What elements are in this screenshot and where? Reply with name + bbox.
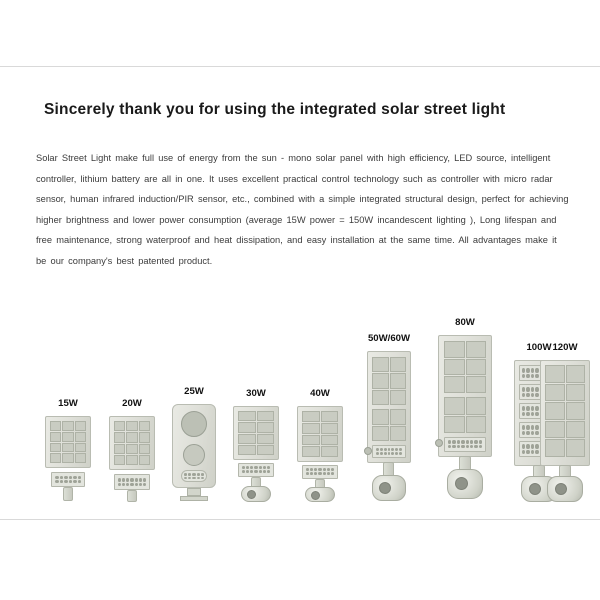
lamp-graphic-80w xyxy=(436,335,494,501)
product-label: 50W/60W xyxy=(367,333,411,344)
product-label: 40W xyxy=(310,388,330,399)
product-label: 80W xyxy=(455,317,475,328)
product-lineup xyxy=(28,288,580,503)
product-25w xyxy=(166,378,222,503)
body-paragraph: Solar Street Light make full use of energy from the sun - mono solar panel with high efficiency, LED source, intelligent controller, lithium battery are all in one. It uses excellent practical control technology such as controller with micro radar sensor, human infrared induction/PIR sensor, etc., combined with a simple integrated structural design, perfect for achieving higher brightness and lower power consumption (average 15W power = 150W incandescent lighting ), Long lifespan and free maintenance, strong waterproof and heat dissipation, and easy installation at the same time. All advantages make it be our company's best patented product. xyxy=(36,153,569,266)
page-title: Sincerely thank you for using the integrated solar street light xyxy=(44,101,506,118)
product-label: 20W xyxy=(122,398,142,409)
product-50w-60w xyxy=(354,323,424,503)
product-label: 15W xyxy=(58,398,78,409)
divider-bottom xyxy=(0,519,600,520)
product-label: 25W xyxy=(184,386,204,397)
product-30w xyxy=(226,378,286,503)
product-label: 120W xyxy=(552,342,578,353)
product-15w xyxy=(40,398,96,503)
lamp-graphic-120w xyxy=(538,360,592,502)
lamp-graphic-50w60w xyxy=(365,351,413,501)
product-120w-block xyxy=(534,338,596,503)
lamp-graphic-40w xyxy=(294,406,346,502)
product-label: 30W xyxy=(246,388,266,399)
lamp-graphic-30w xyxy=(230,406,282,502)
lamp-graphic-15w xyxy=(43,416,93,502)
product-20w xyxy=(104,398,160,503)
lamp-graphic-25w xyxy=(172,404,216,502)
divider-top xyxy=(0,66,600,67)
product-40w xyxy=(290,378,350,503)
lamp-graphic-20w xyxy=(107,416,157,502)
product-label: 100W xyxy=(526,342,552,353)
product-80w xyxy=(428,313,502,503)
